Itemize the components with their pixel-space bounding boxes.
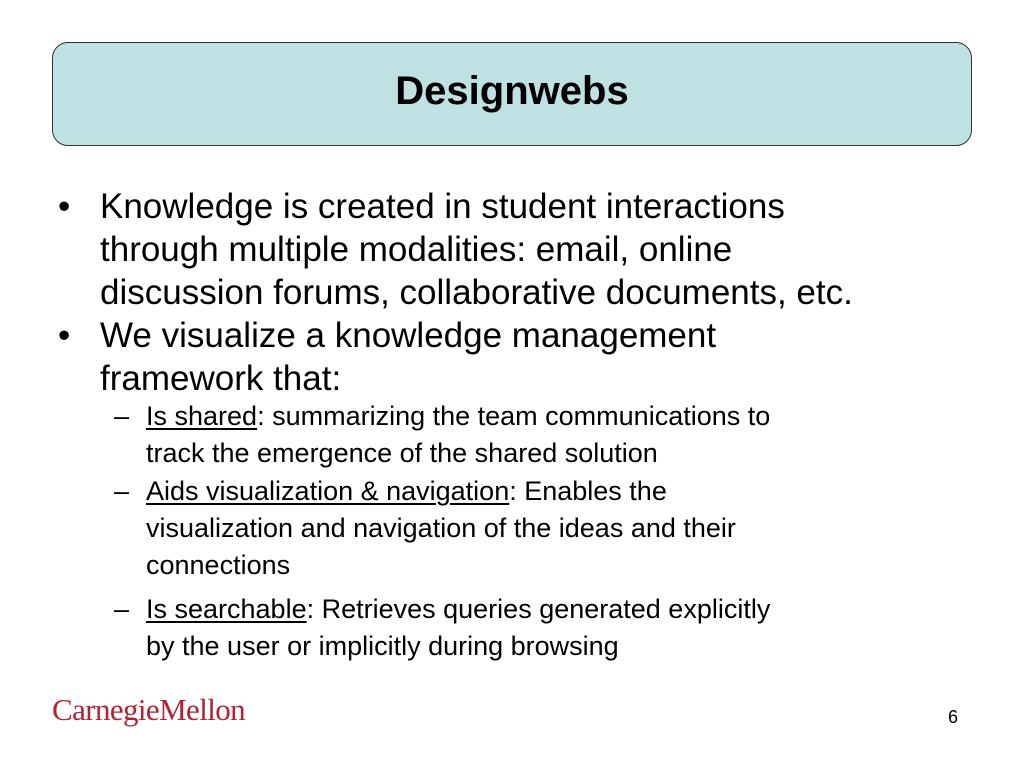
subbullet-text bbox=[146, 473, 976, 584]
bullet-text bbox=[100, 314, 1000, 400]
subbullet-marker: – bbox=[114, 594, 130, 624]
subbullet-line: connections bbox=[146, 550, 291, 580]
subbullet-term: Aids visualization & navigation bbox=[146, 476, 510, 506]
subbullet-line: visualization and navigation of the ideas and their bbox=[146, 513, 736, 543]
subbullet-term: Is searchable bbox=[146, 594, 307, 624]
subbullet-term: Is shared bbox=[146, 401, 258, 431]
page-number: 6 bbox=[948, 707, 959, 727]
slide-title: Designwebs bbox=[395, 69, 629, 113]
subbullet-line: track the emergence of the shared solution bbox=[146, 438, 658, 468]
title-box bbox=[52, 42, 972, 146]
subbullet-desc: : summarizing the team communications to bbox=[257, 401, 771, 431]
bullet-line: through multiple modalities: email, online bbox=[100, 230, 733, 269]
subbullet-line: by the user or implicitly during browsing bbox=[146, 631, 619, 661]
bullet-line: framework that: bbox=[100, 359, 342, 398]
subbullet-text bbox=[146, 398, 976, 472]
bullet-line: Knowledge is created in student interactions bbox=[100, 187, 785, 226]
subbullet-line bbox=[146, 473, 976, 510]
subbullet-marker: – bbox=[114, 401, 130, 431]
subbullet-marker: – bbox=[114, 476, 130, 506]
subbullet-text bbox=[146, 591, 976, 665]
bullet-line: We visualize a knowledge management bbox=[100, 316, 717, 355]
bullet-line: discussion forums, collaborative documents, etc. bbox=[100, 273, 853, 312]
bullet-text bbox=[100, 185, 1000, 314]
subbullet-desc: : Enables the bbox=[509, 476, 667, 506]
carnegie-mellon-logo: CarnegieMellon bbox=[52, 692, 246, 727]
subbullet-desc: : Retrieves queries generated explicitly bbox=[306, 594, 771, 624]
bullet-marker: • bbox=[58, 187, 71, 226]
subbullet-line bbox=[146, 591, 976, 628]
bullet-marker: • bbox=[58, 316, 71, 355]
subbullet-line bbox=[146, 398, 976, 435]
